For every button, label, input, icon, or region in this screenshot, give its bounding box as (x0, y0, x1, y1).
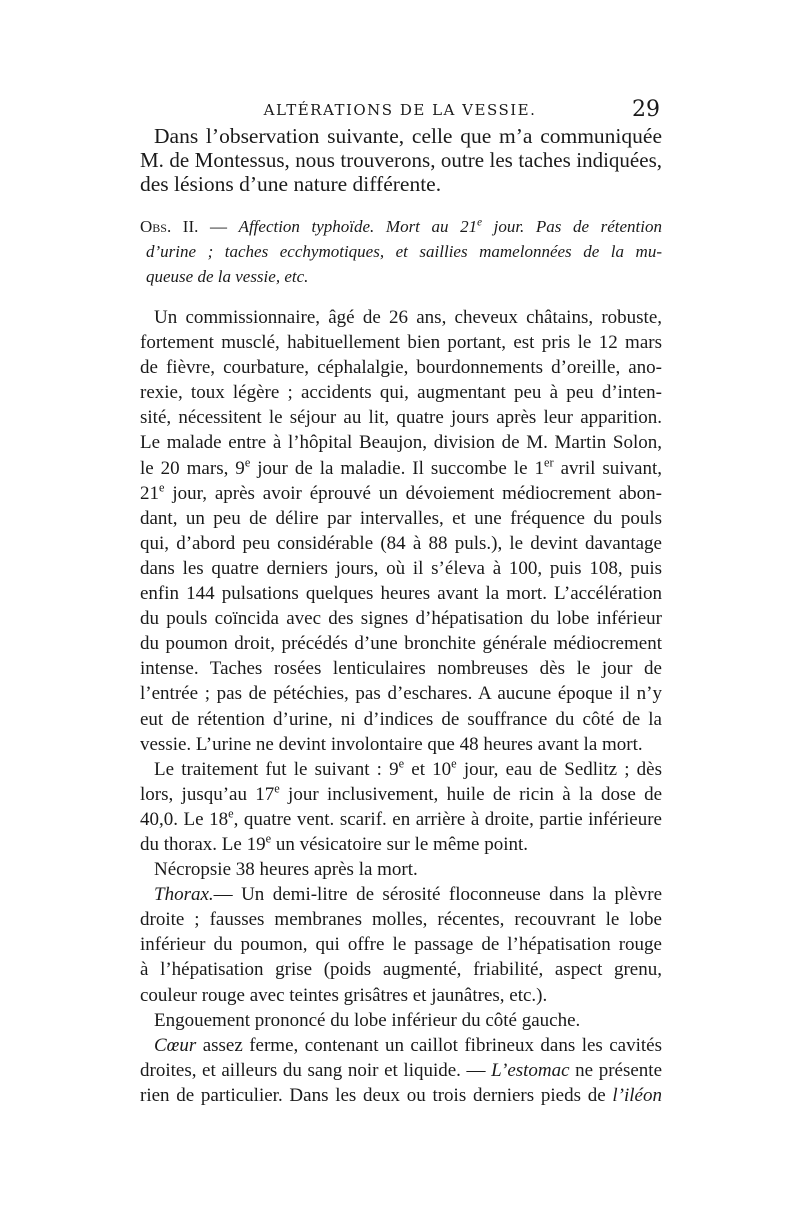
text-line: l’entrée ; pas de pétéchies, pas d’eschares. A aucune époque il n’y (140, 683, 662, 705)
text-line (140, 481, 662, 506)
text-line: Engouement prononcé du lobe inférieur du côté gauche. (154, 1009, 581, 1031)
text-line: dans les quatre derniers jours, où il s’éleva à 100, puis 108, puis (140, 557, 662, 579)
superscript: e (274, 781, 280, 796)
text-line: eut de rétention d’urine, ni d’indices de souffrance du côté de la (140, 708, 662, 730)
superscript: e (265, 831, 272, 846)
superscript: e (398, 756, 405, 771)
text-run: 40,0. Le 18 (140, 808, 229, 830)
text-run: jour, après avoir éprouvé un dévoiement médiocrement abon- (164, 482, 662, 504)
text-run: L’estomac (491, 1059, 570, 1081)
text-run: jour. Pas de rétention (482, 217, 662, 236)
text-line (140, 1083, 662, 1108)
text-line: intense. Taches rosées lenticulaires nombreuses dès le jour de (140, 658, 662, 680)
superscript: e (228, 806, 234, 821)
text-run: jour, eau de Sedlitz ; dès (456, 758, 662, 780)
text-run: — Un demi-litre de sérosité floconneuse dans la plèvre (213, 884, 662, 906)
text-line (140, 456, 662, 481)
text-line: vessie. L’urine ne devint involontaire que 48 heures avant la mort. (140, 733, 643, 755)
text-run: Thorax. (154, 884, 214, 906)
text-line: Le malade entre à l’hôpital Beaujon, division de M. Martin Solon, (140, 432, 662, 454)
text-line (140, 757, 662, 782)
text-run: du thorax. Le 19 (140, 833, 266, 855)
text-line: à l’hépatisation grise (poids augmenté, friabilité, aspect grenu, (140, 959, 662, 981)
text-run: 21 (140, 482, 159, 504)
text-line (140, 214, 662, 239)
intro-paragraph (140, 124, 662, 196)
text-line: queuse de la vessie, etc. (146, 267, 309, 286)
body-text (140, 124, 662, 1108)
text-line: fortement musclé, habituellement bien portant, est pris le 12 mars (140, 332, 662, 354)
text-run: l’iléon (612, 1084, 662, 1106)
text-run: Cœur (154, 1034, 197, 1056)
text-line: inférieur du poumon, qui offre le passage de l’hépatisation rouge (140, 934, 662, 956)
text-run: jour de la maladie. Il succombe le 1 (250, 457, 544, 479)
text-run: assez ferme, contenant un caillot fibrineux dans les cavités (196, 1034, 662, 1056)
text-line (140, 832, 662, 857)
text-line: Nécropsie 38 heures après la mort. (154, 859, 418, 881)
running-head: ALTÉRATIONS DE LA VESSIE. (263, 101, 537, 119)
text-line: droite ; fausses membranes molles, récentes, recouvrant le lobe (140, 909, 662, 931)
text-line: de fièvre, courbature, céphalalgie, bourdonnements d’oreille, ano- (140, 357, 662, 379)
text-run: , quatre vent. scarif. en arrière à droite, partie inférieure (233, 808, 662, 830)
text-line: Un commissionnaire, âgé de 26 ans, cheveux châtains, robuste, (154, 307, 662, 328)
observation-heading (140, 214, 662, 289)
superscript: e (244, 455, 251, 470)
text-run: et 10 (404, 758, 452, 780)
text-line: qui, d’abord peu considérable (84 à 88 puls.), le devint davantage (140, 532, 662, 554)
text-line: rexie, toux légère ; accidents qui, augmentant peu à peu d’inten- (140, 382, 662, 404)
text-run: Le traitement fut le suivant : 9 (154, 758, 399, 780)
text-line: Dans l’observation suivante, celle que m’a communiquée (154, 124, 662, 148)
superscript: e (451, 756, 457, 771)
text-run: jour inclusivement, huile de ricin à la dose de (279, 783, 662, 805)
text-line: M. de Montessus, nous trouverons, outre les taches indiquées, (140, 148, 662, 172)
text-run: un vésicatoire sur le même point. (271, 833, 529, 855)
text-line (140, 1058, 662, 1083)
obs-label: Obs. II. — (140, 217, 239, 236)
text-run: Affection typhoïde. Mort au 21 (238, 217, 478, 236)
text-run: le 20 mars, 9 (140, 457, 245, 479)
text-line (140, 882, 662, 907)
text-run: rien de particulier. Dans les deux ou trois derniers pieds de (140, 1084, 613, 1106)
text-line: d’urine ; taches ecchymotiques, et saillies mamelonnées de la mu- (146, 242, 662, 261)
text-run: lors, jusqu’au 17 (140, 783, 275, 805)
text-line (140, 1033, 662, 1058)
text-line: enfin 144 pulsations quelques heures avant la mort. L’accélération (140, 583, 662, 605)
text-line: du poumon droit, précédés d’une bronchite générale médiocrement (140, 633, 662, 655)
text-run: ne présente (569, 1059, 662, 1081)
superscript: e (159, 480, 165, 495)
text-run: droites, et ailleurs du sang noir et liquide. — (140, 1059, 492, 1081)
superscript: er (544, 455, 554, 470)
text-line: du pouls coïncida avec des signes d’hépatisation du lobe inférieur (140, 608, 662, 630)
text-line (140, 807, 662, 832)
text-line: sité, nécessitent le séjour au lit, quatre jours après leur apparition. (140, 407, 662, 429)
text-line: des lésions d’une nature différente. (140, 172, 442, 196)
page-header (140, 97, 660, 121)
text-line (140, 782, 662, 807)
page-number: 29 (632, 97, 660, 122)
text-line: dant, un peu de délire par intervalles, et une fréquence du pouls (140, 507, 662, 529)
observation-body (140, 305, 662, 1108)
text-run: avril suivant, (553, 457, 662, 479)
text-line: couleur rouge avec teintes grisâtres et jaunâtres, etc.). (140, 984, 548, 1006)
superscript: e (477, 216, 482, 229)
